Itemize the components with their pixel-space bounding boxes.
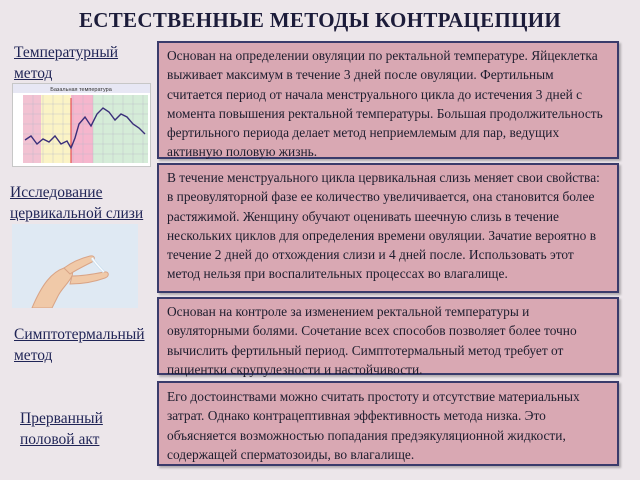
method-label-line: половой акт (20, 431, 100, 448)
method-label-line: метод (14, 347, 53, 364)
method-label-cervical-mucus (10, 182, 143, 224)
method-box-temperature (157, 41, 619, 159)
method-label-line: Прерванный (20, 410, 103, 427)
menstrual-phase-band (23, 95, 41, 163)
method-box-symptothermal (157, 297, 619, 375)
method-description: Основан на контроле за изменением ректальной температуры и овуляторными болями. Сочетание всех способов позволяет более точно вычислить фертильный период. Симптотермальный метод требует от пациентки скрупулезности и настойчивости. (167, 304, 577, 377)
temperature-chart-graphic (13, 84, 150, 166)
hand-graphic (12, 224, 138, 308)
page-title: ЕСТЕСТВЕННЫЕ МЕТОДЫ КОНТРАЦЕПЦИИ (78, 8, 562, 32)
method-label-line: Исследование (10, 184, 103, 201)
fertile-phase-band (71, 95, 93, 163)
method-label-withdrawal (20, 408, 103, 450)
method-box-withdrawal (157, 381, 619, 466)
preovulatory-phase-band (41, 95, 71, 163)
method-label-line: метод (14, 65, 53, 82)
chart-title: Базальная температура (50, 87, 112, 93)
method-box-cervical-mucus (157, 163, 619, 293)
method-label-temperature (14, 42, 118, 84)
method-description: В течение менструального цикла цервикальная слизь меняет свои свойства: в преовуляторной фазе ее количество увеличивается, она становится более растяжимой. Женщину обучают оценивать шеечную слизь в течение нескольких циклов для определения времени овуляции. Зачатие вероятно в течение 2 дней до отхождения слизи и 4 дней после. Использовать этот метод нельзя при воспалительных процессах во влагалище. (167, 170, 600, 282)
method-description: Его достоинствами можно считать простоту и отсутствие материальных затрат. Однако контрацептивная эффективность метода низка. Это объясняется возможностью попадания предэякуляционной жидкости, содержащей сперматозоиды, во влагалище. (167, 389, 580, 462)
method-description: Основан на определении овуляции по ректальной температуре. Яйцеклетка выживает максимум в течение 3 дней после овуляции. Фертильным считается период от начала менструального цикла до истечения 3 дней с момента повышения ректальной температуры. Большая продолжительность фертильного периода делает метод неприемлемым для пар, ведущих активную половую жизнь. (167, 48, 603, 160)
temperature-chart-image (12, 83, 151, 167)
method-label-line: Симптотермальный (14, 326, 145, 343)
method-label-line: цервикальной слизи (10, 205, 144, 222)
hand-with-mucus-image (12, 224, 138, 308)
method-label-symptothermal (14, 324, 145, 366)
method-label-line: Температурный (14, 44, 119, 61)
